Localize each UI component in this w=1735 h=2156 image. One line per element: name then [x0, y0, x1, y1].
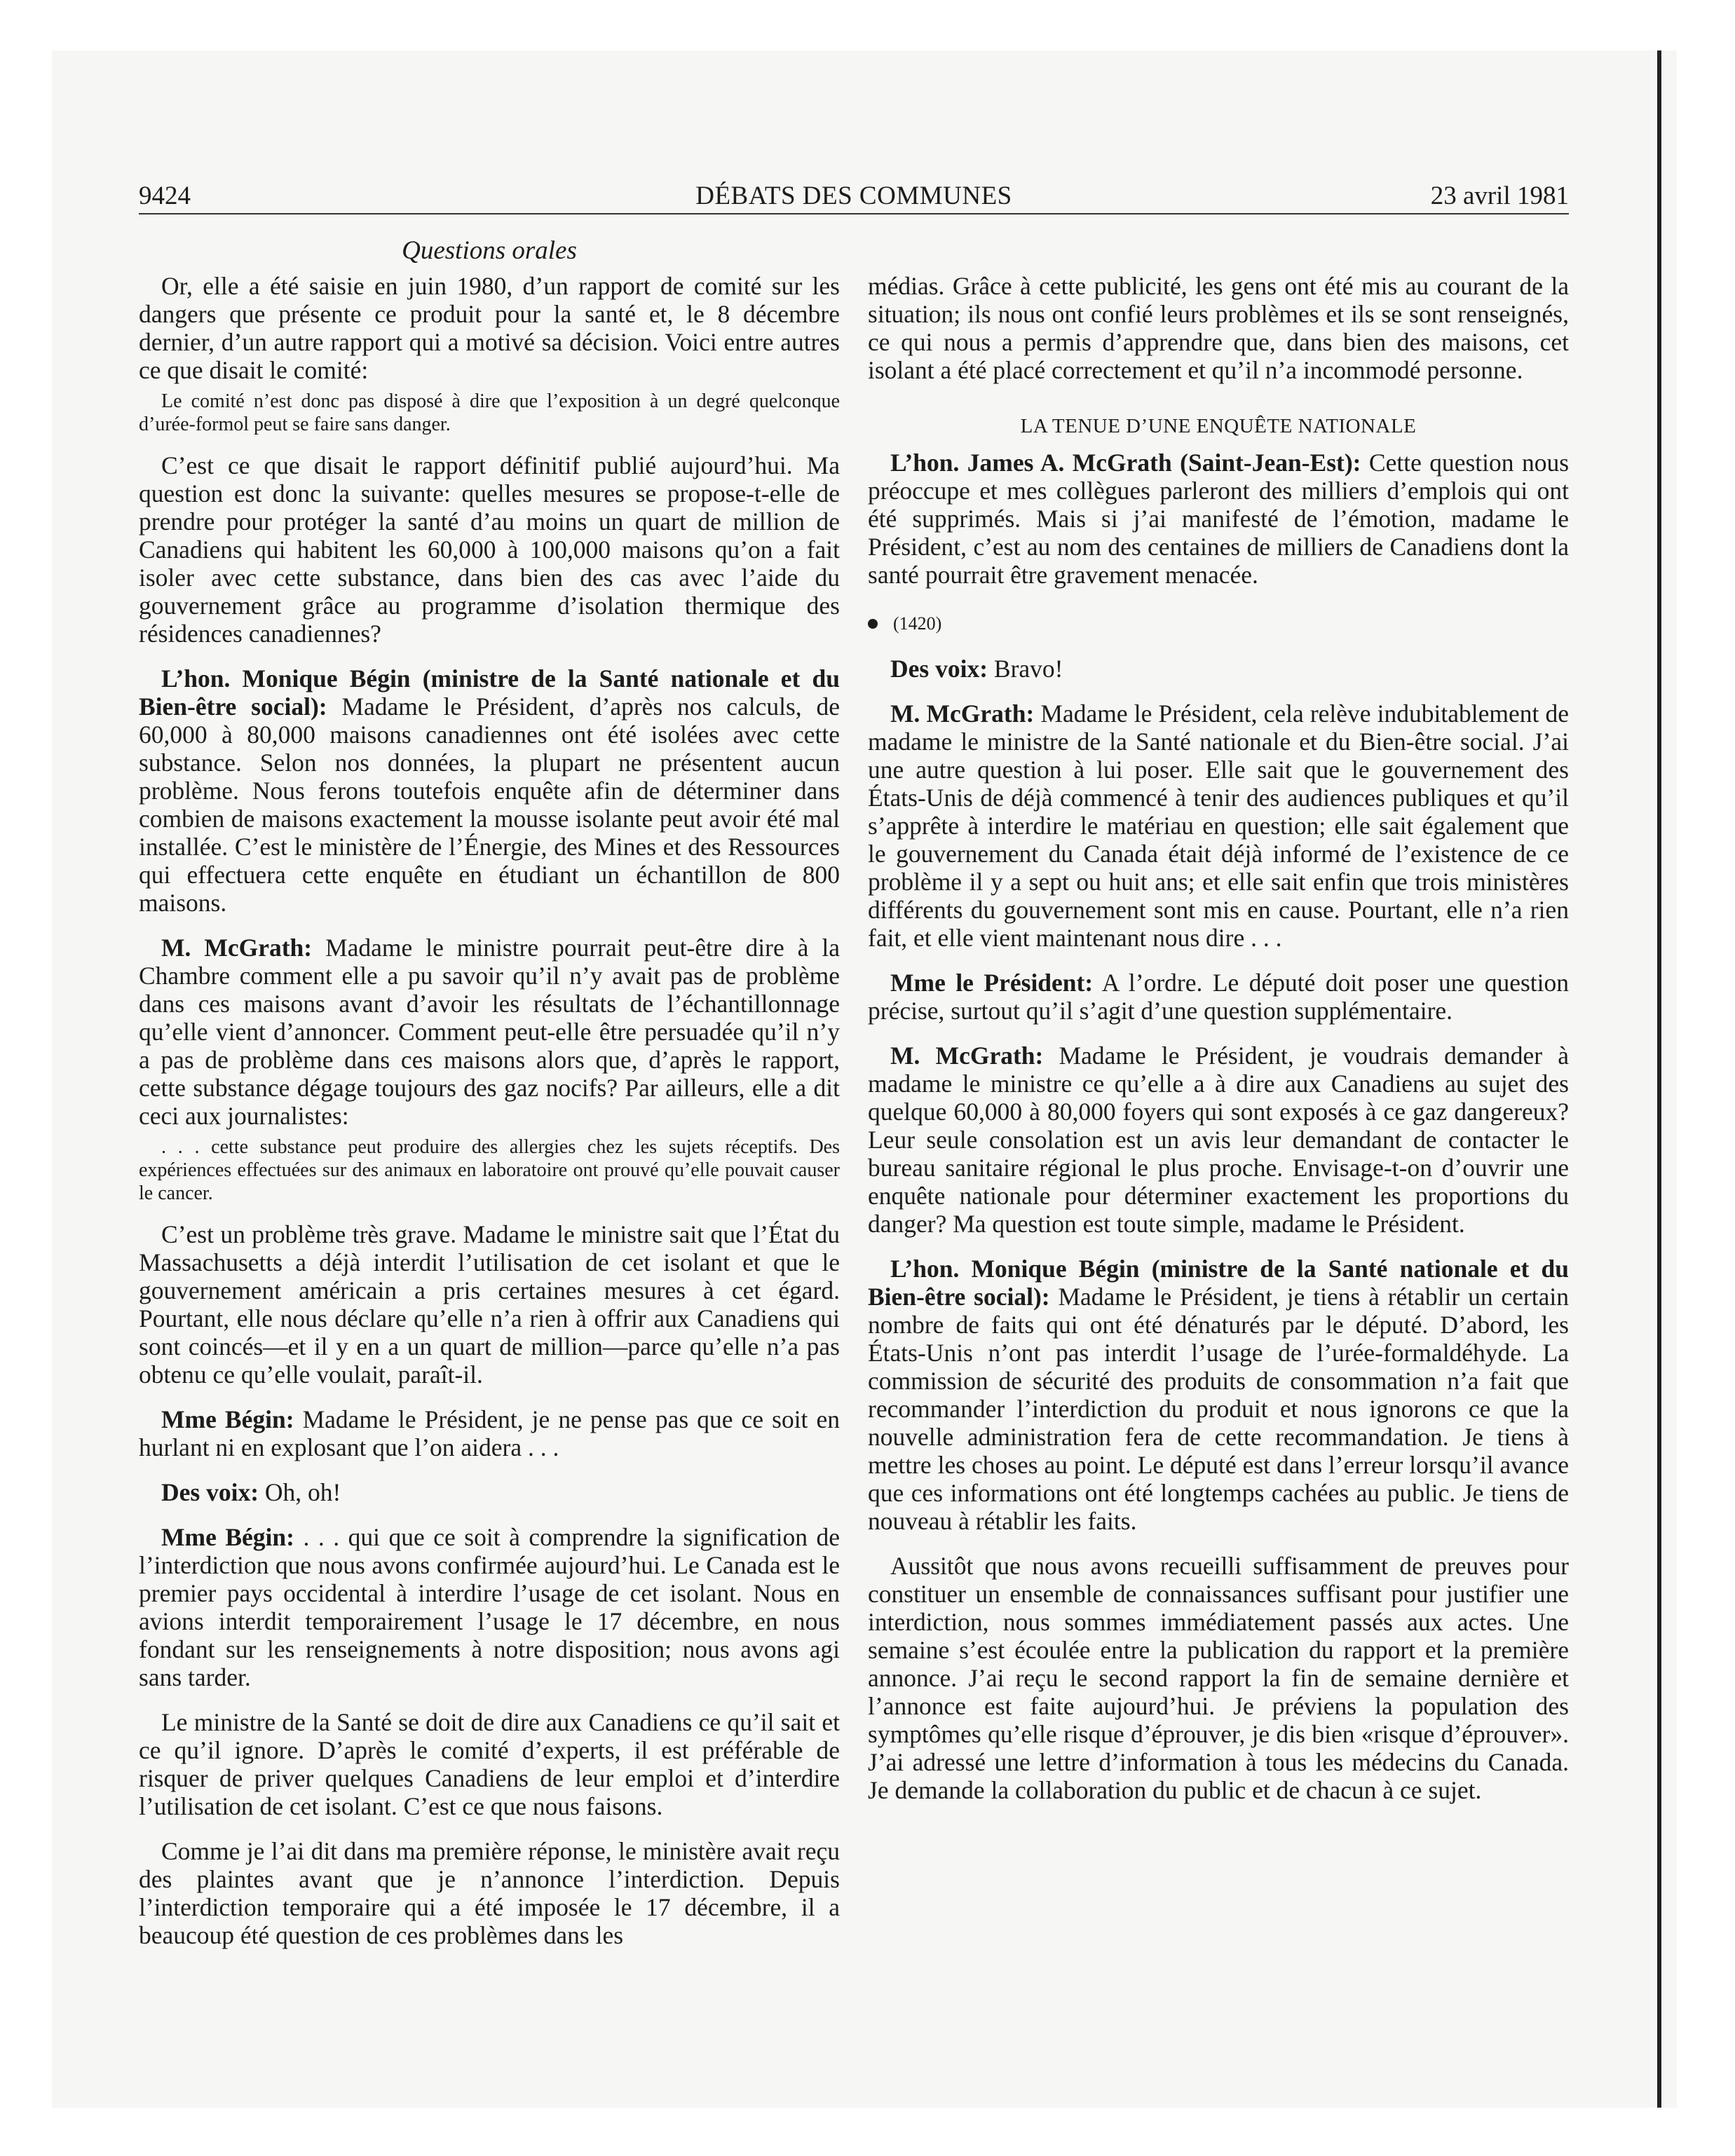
bullet-dot-icon [868, 619, 878, 629]
paragraph: C’est un problème très grave. Madame le ministre sait que l’État du Massachusetts a déjà interdit l’utilisation de cet isolant et que le gouvernement américain a pris certaines mesures à cet égard. Pourtant, elle nous déclare qu’elle n’a rien à offrir aux Canadiens qui sont coincés—et il y en a un quart de million—parce qu’elle n’a pas obtenu ce qu’elle voulait, paraît-il. [139, 1220, 840, 1389]
quotation: Le comité n’est donc pas disposé à dire que l’exposition à un degré quelconque d’urée-formol peut se faire sans danger. [139, 390, 840, 435]
speaker-name: Mme le Président: [890, 969, 1094, 997]
page-number: 9424 [139, 182, 191, 210]
speech-text: Madame le Président, cela relève indubitablement de madame le ministre de la Santé nationale et du Bien-être social. J’ai une autre question à lui poser. Elle sait que le gouvernement des États-Unis de déjà commencé à tenir des audiences publiques et qu’il s’apprête à interdire le matériau en question; elle sait également que le gouvernement du Canada était déjà informé de l’existence de ce problème il y a sept ou huit ans; et elle sait enfin que trois ministères différents du gouvernement sont mis en cause. Pourtant, elle n’a rien fait, et elle vient maintenant nous dire . . . [868, 700, 1569, 952]
speech-text: Bravo! [988, 655, 1063, 683]
paragraph [868, 449, 1569, 589]
speech-text: A l’ordre. Le député doit poser une question précise, surtout qu’il s’agit d’une question supplémentaire. [868, 969, 1570, 1025]
left-column [139, 272, 840, 1966]
speaker-name: M. McGrath: [890, 1042, 1044, 1070]
publication-title: DÉBATS DES COMMUNES [695, 182, 1012, 210]
paragraph: Or, elle a été saisie en juin 1980, d’un rapport de comité sur les dangers que présente ce produit pour la santé et, le 8 décembre dernier, d’un autre rapport qui a motivé sa décision. Voici entre autres ce que disait le comité: [139, 272, 840, 384]
speech-text: Oh, oh! [259, 1478, 341, 1506]
paragraph [868, 969, 1569, 1025]
section-title: Questions orales [402, 236, 577, 265]
paragraph [868, 700, 1569, 952]
paragraph: médias. Grâce à cette publicité, les gens ont été mis au courant de la situation; ils nous ont confié leurs problèmes et ils se sont renseignés, ce qui nous a permis d’apprendre que, dans bien des maisons, cet isolant a été placé correctement et qu’il n’a incommodé personne. [868, 272, 1569, 384]
time-stamp: (1420) [893, 613, 942, 634]
paragraph [868, 1042, 1569, 1238]
speaker-name: Mme Bégin: [161, 1405, 294, 1433]
speech-text: Madame le Président, je ne pense pas que ce soit en hurlant ni en explosant que l’on aidera . . . [139, 1405, 841, 1461]
speaker-name: L’hon. James A. McGrath (Saint-Jean-Est): [890, 449, 1361, 477]
speech-text: Madame le Président, je voudrais demander à madame le ministre ce qu’elle a à dire aux Canadiens au sujet des quelque 60,000 à 80,000 foyers qui sont exposés à ce gaz dangereux? Leur seule consolation est un avis leur demandant de contacter le bureau sanitaire régional le plus proche. Envisage-t-on d’ouvrir une enquête nationale pour déterminer exactement les proportions du danger? Ma question est toute simple, madame le Président. [868, 1042, 1570, 1238]
paragraph [139, 934, 840, 1130]
speech-text: Cette question nous préoccupe et mes collègues parleront des milliers d’emplois qui ont été supprimés. Mais si j’ai manifesté de l’émotion, madame le Président, c’est au nom des centaines de milliers de Canadiens dont la santé pourrait être gravement menacée. [868, 449, 1570, 589]
subheading: LA TENUE D’UNE ENQUÊTE NATIONALE [1020, 415, 1417, 437]
header-rule [139, 213, 1569, 214]
paragraph [139, 664, 840, 917]
speaker-name: M. McGrath: [890, 700, 1035, 728]
publication-date: 23 avril 1981 [1430, 182, 1569, 210]
speaker-name: M. McGrath: [161, 934, 313, 962]
paragraph [868, 655, 1569, 683]
paragraph: Comme je l’ai dit dans ma première réponse, le ministère avait reçu des plaintes avant que je n’annonce l’interdiction. Depuis l’interdiction temporaire qui a été imposée le 17 décembre, il a beaucoup été question de ces problèmes dans les [139, 1837, 840, 1949]
paragraph [868, 1255, 1569, 1535]
speech-text: Madame le ministre pourrait peut-être dire à la Chambre comment elle a pu savoir qu’il n’y avait pas de problème dans ces maisons avant d’avoir les résultats de l’échantillonnage qu’elle vient d’annoncer. Comment peut-elle être persuadée qu’il n’y a pas de problème dans ces maisons alors que, d’après le rapport, cette substance dégage toujours des gaz nocifs? Par ailleurs, elle a dit ceci aux journalistes: [139, 934, 840, 1130]
paragraph: C’est ce que disait le rapport définitif publié aujourd’hui. Ma question est donc la suivante: quelles mesures se propose-t-elle de prendre pour protéger la santé d’au moins un quart de million de Canadiens qui habitent les 60,000 à 100,000 maisons qu’on a fait isoler avec cette substance, dans bien des cas avec l’aide du gouvernement grâce au programme d’isolation thermique des résidences canadiennes? [139, 451, 840, 648]
speech-text: Madame le Président, d’après nos calculs, de 60,000 à 80,000 maisons canadiennes ont été isolées avec cette substance. Selon nos données, la plupart ne présentent aucun problème. Nous ferons toutefois enquête afin de déterminer dans combien de maisons exactement la mousse isolante peut avoir été mal installée. C’est le ministère de l’Énergie, des Mines et des Ressources qui effectuera cette enquête en étudiant un échantillon de 800 maisons. [139, 692, 840, 917]
page-header [139, 181, 1569, 210]
page-edge-shadow [1657, 50, 1661, 2108]
paragraph: Aussitôt que nous avons recueilli suffisamment de preuves pour constituer un ensemble de connaissances suffisant pour justifier une interdiction, nous sommes immédiatement passés aux actes. Une semaine s’est écoulée entre la publication du rapport et la première annonce. J’ai reçu le second rapport la fin de semaine dernière et l’annonce est faite aujourd’hui. Je préviens la population des symptômes qu’elle risque d’éprouver, je dis bien «risque d’éprouver». J’ai adressé une lettre d’information à tous les médecins du Canada. Je demande la collaboration du public et de chacun à ce sujet. [868, 1552, 1569, 1804]
paragraph [139, 1405, 840, 1461]
quotation: . . . cette substance peut produire des allergies chez les sujets réceptifs. Des expériences effectuées sur des animaux en laboratoire ont prouvé qu’elle pouvait causer le cancer. [139, 1136, 840, 1204]
speaker-name: Mme Bégin: [161, 1523, 294, 1551]
speaker-name: Des voix: [890, 655, 988, 683]
speech-text: Madame le Président, je tiens à rétablir un certain nombre de faits qui ont été dénaturés par le député. D’abord, les États-Unis n’ont pas interdit l’usage de l’urée-formaldéhyde. La commission de sécurité des produits de consommation n’a fait que recommander l’interdiction du produit et nous ignorons ce que la nouvelle administration fera de cette recommandation. Je tiens à mettre les choses au point. Le député est dans l’erreur lorsqu’il avance que ces informations ont été longtemps cachées au public. Je tiens de nouveau à rétablir les faits. [868, 1283, 1569, 1535]
time-marker [868, 610, 1569, 638]
right-column [868, 272, 1569, 1821]
paragraph [139, 1523, 840, 1691]
speaker-name: L’hon. Monique Bégin (ministre de la Santé nationale et du Bien-être social): [139, 664, 840, 721]
paragraph: Le ministre de la Santé se doit de dire aux Canadiens ce qu’il sait et ce qu’il ignore. D’après le comité d’experts, il est préférable de risquer de priver quelques Canadiens de leur emploi et d’interdire l’utilisation de cet isolant. C’est ce que nous faisons. [139, 1708, 840, 1820]
paragraph [139, 1478, 840, 1506]
speaker-name: L’hon. Monique Bégin (ministre de la Santé nationale et du Bien-être social): [868, 1255, 1569, 1311]
speech-text: . . . qui que ce soit à comprendre la signification de l’interdiction que nous avons confirmée aujourd’hui. Le Canada est le premier pays occidental à interdire l’usage de cet isolant. Nous en avions interdit temporairement l’usage le 17 décembre, en nous fondant sur les renseignements à notre disposition; nous avons agi sans tarder. [139, 1523, 840, 1691]
speaker-name: Des voix: [161, 1478, 259, 1506]
